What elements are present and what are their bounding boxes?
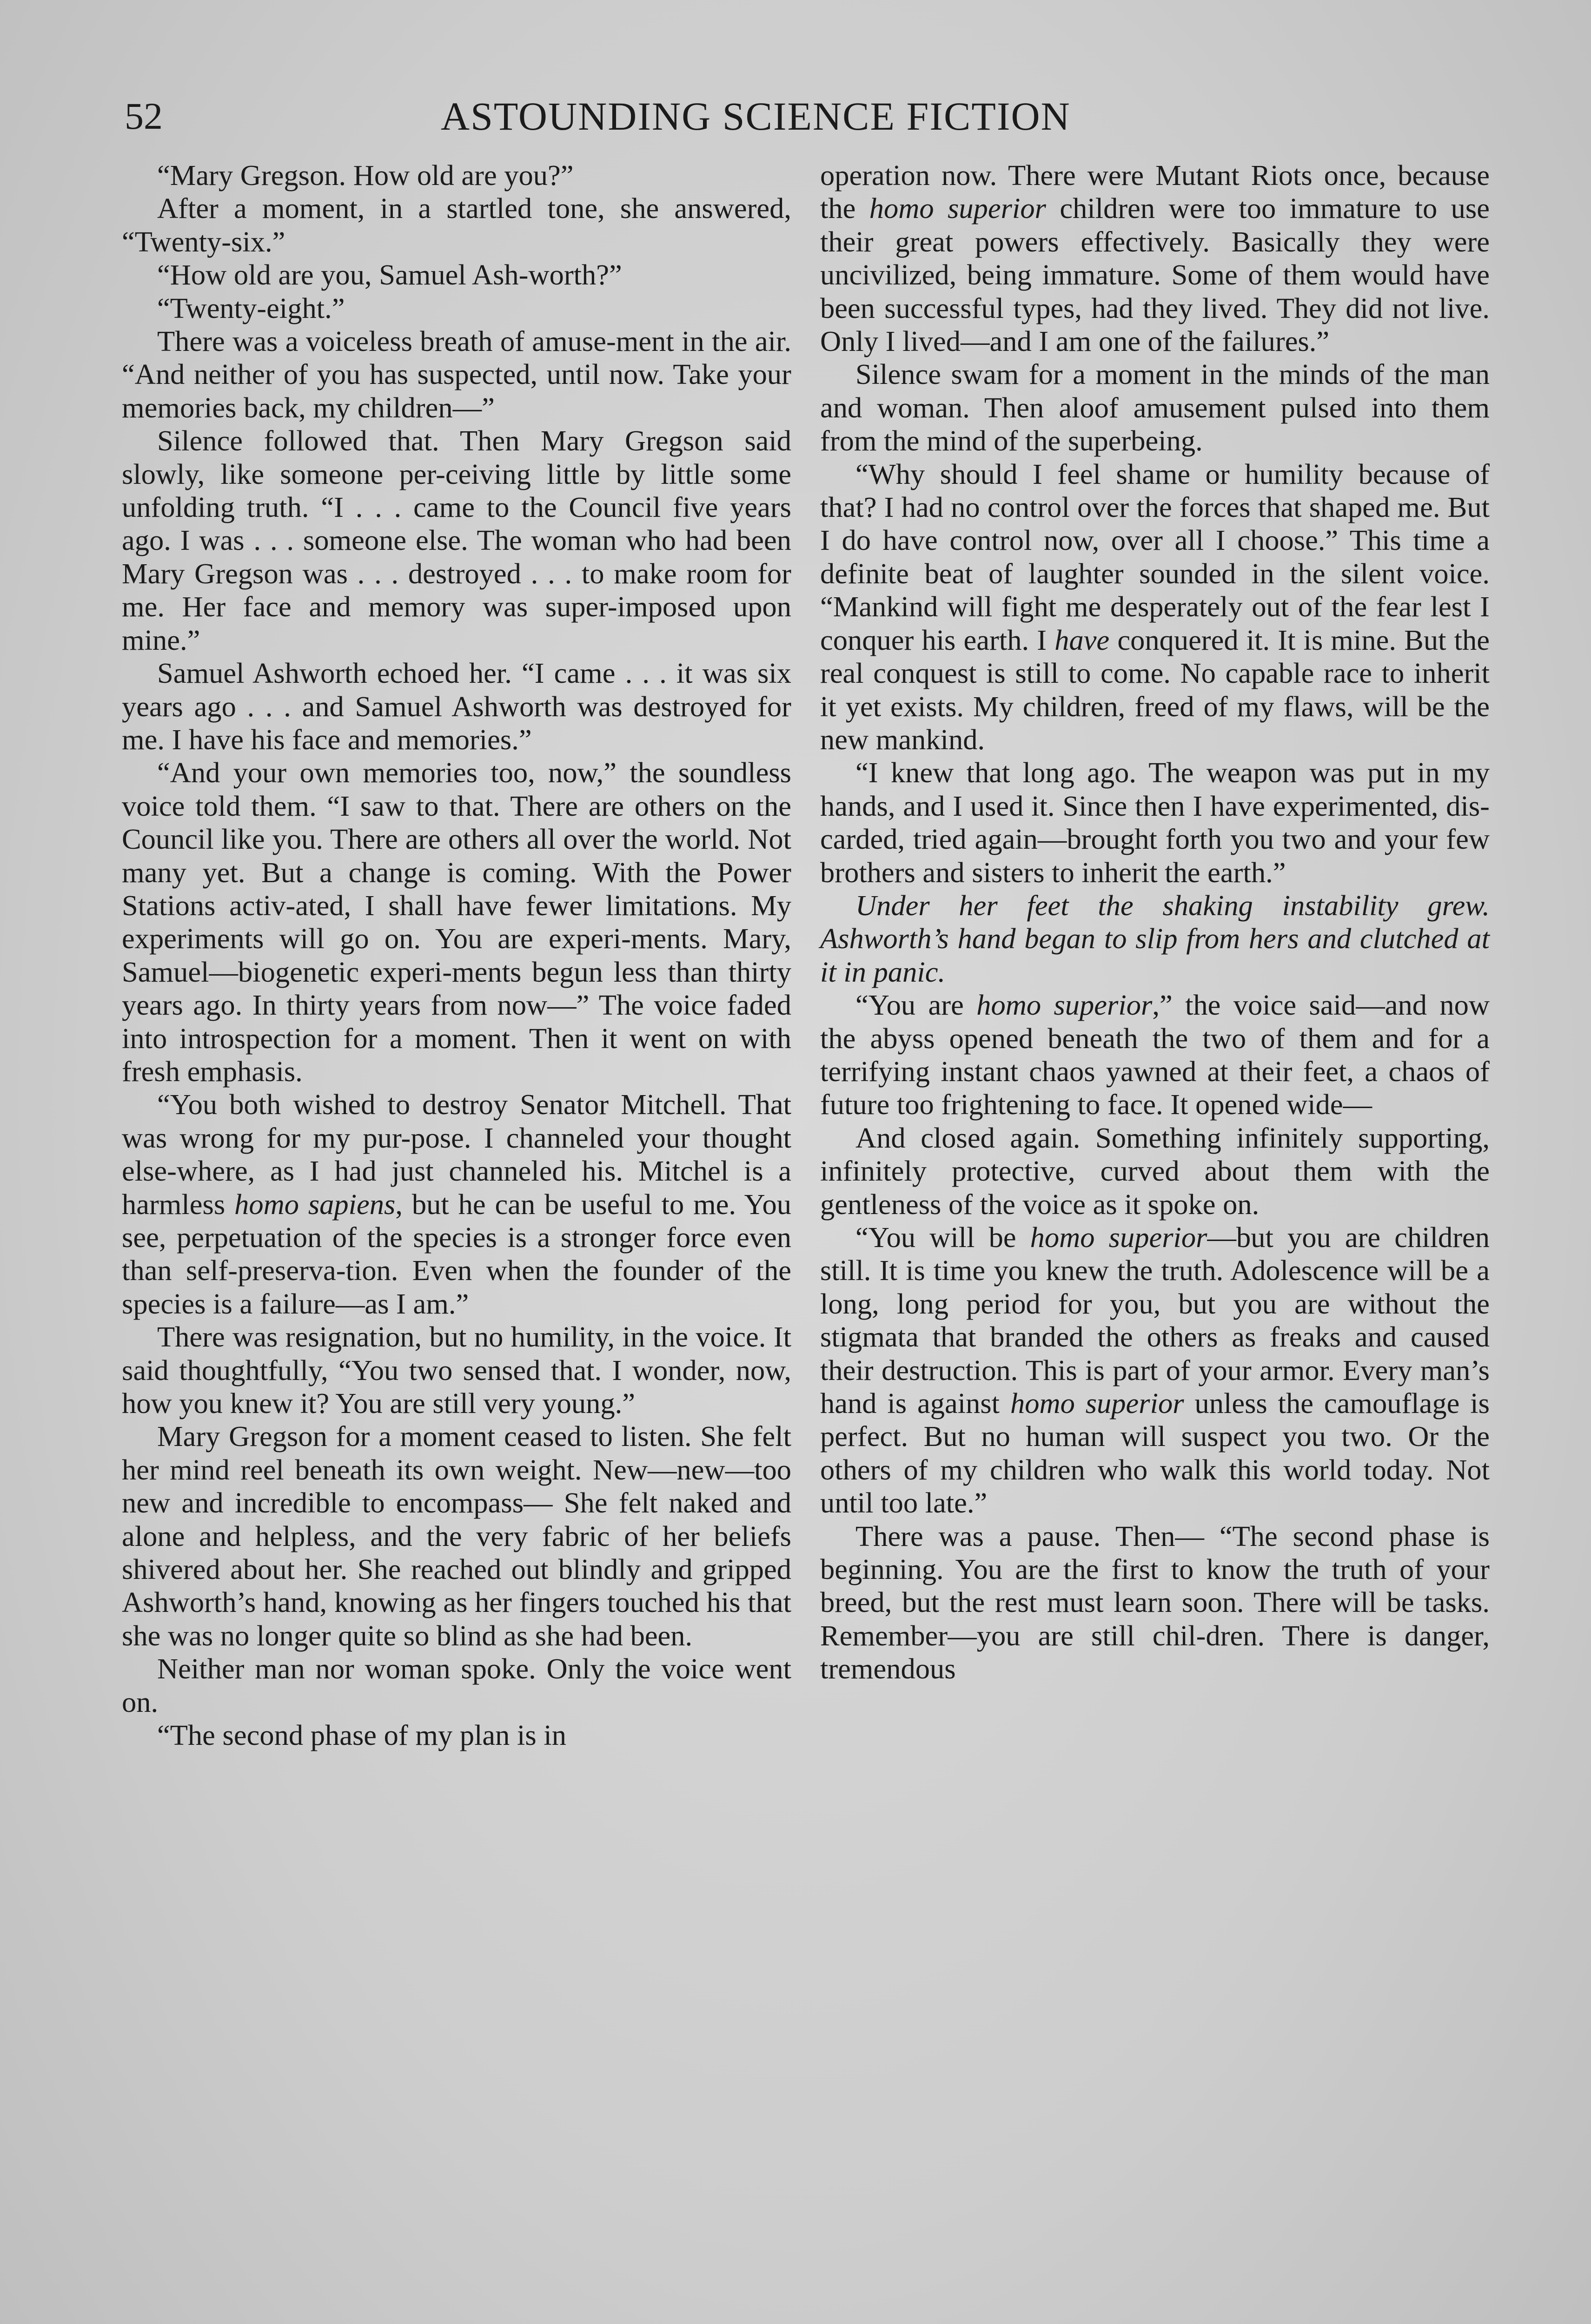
paragraph: “The second phase of my plan is in [157, 1719, 566, 1752]
page-header [125, 91, 1501, 146]
paragraph: Mary Gregson for a moment ceased to listen. She felt her mind reel beneath its own weight. New—new—too new and incredible to encompass— She felt naked and alone and helpless, and the very fabric of her beliefs shivered about her. She reached out blindly and gripped Ashworth’s hand, knowing as her fingers touched his that she was no longer quite so blind as she had been. [122, 1420, 791, 1652]
paragraph: Silence followed that. Then Mary Gregson said slowly, like someone per-ceiving little by little some unfolding truth. “I . . . came to the Council five years ago. I was . . . someone else. The woman who had been Mary Gregson was . . . destroyed . . . to make room for me. Her face and memory was super-imposed upon mine.” [122, 424, 791, 656]
left-column [122, 159, 791, 1752]
running-title: ASTOUNDING SCIENCE FICTION [441, 94, 1071, 139]
paragraph: There was a pause. Then— “The second phase is beginning. You are the first to know the truth of your breed, but the rest must learn soon. There will be tasks. Remember—you are still chil-dren. There is danger, tremendous [820, 1519, 1490, 1685]
page-number: 52 [125, 95, 163, 137]
paragraph: “You are homo superior,” the voice said—and now the abyss opened beneath the two of them and for a terrifying instant chaos yawned at their feet, a chaos of future too frightening to face. It opened wide— [820, 989, 1490, 1121]
paragraph: “And your own memories too, now,” the soundless voice told them. “I saw to that. There are others on the Council like you. There are others all over the world. Not many yet. But a change is coming. With the Power Stations activ-ated, I shall have fewer limitations. My experiments will go on. You are experi-ments. Mary, Samuel—biogenetic experi-ments begun less than thirty years ago. In thirty years from now—” The voice faded into introspection for a moment. Then it went on with fresh emphasis. [122, 756, 791, 1088]
paragraph: “Twenty-eight.” [157, 291, 345, 324]
paragraph: “I knew that long ago. The weapon was put in my hands, and I used it. Since then I have experimented, dis-carded, tried again—brought forth you two and your few brothers and sisters to inherit the earth.” [820, 756, 1490, 889]
paragraph-continued: operation now. There were Mutant Riots once, because the homo superior children were too immature to use their great powers effectively. Basically they were uncivilized, being immature. Some of them would have been successful types, had they lived. They did not live. Only I lived—and I am one of the failures.” [820, 159, 1490, 358]
paragraph: And closed again. Something infinitely supporting, infinitely protective, curved about them with the gentleness of the voice as it spoke on. [820, 1121, 1490, 1221]
paragraph: Neither man nor woman spoke. Only the voice went on. [122, 1652, 791, 1718]
paragraph: There was resignation, but no humility, in the voice. It said thoughtfully, “You two sensed that. I wonder, now, how you knew it? You are still very young.” [122, 1320, 791, 1420]
italic-paragraph: Under her feet the shaking instability grew. Ashworth’s hand began to slip from hers and clutched at it in panic. [820, 889, 1490, 988]
paragraph: After a moment, in a startled tone, she answered, “Twenty-six.” [122, 192, 791, 258]
right-column [820, 159, 1490, 1686]
paragraph: “Mary Gregson. How old are you?” [157, 159, 574, 191]
paragraph: “You will be homo superior—but you are children still. It is time you knew the truth. Adolescence will be a long, long period for you, but you are without the stigmata that branded the others as freaks and caused their destruction. This is part of your armor. Every man’s hand is against homo superior unless the camouflage is perfect. But no human will suspect you two. Or the others of my children who walk this world today. Not until too late.” [820, 1221, 1490, 1519]
paragraph: “How old are you, Samuel Ash-worth?” [157, 258, 622, 291]
paragraph: “You both wished to destroy Senator Mitchell. That was wrong for my pur-pose. I channeled your thought else-where, as I had just channeled his. Mitchel is a harmless homo sapiens, but he can be useful to me. You see, perpetuation of the species is a stronger force even than self-preserva-tion. Even when the founder of the species is a failure—as I am.” [122, 1088, 792, 1320]
paragraph: “Why should I feel shame or humility because of that? I had no control over the forces that shaped me. But I do have control now, over all I choose.” This time a definite beat of laughter sounded in the silent voice. “Mankind will fight me desperately out of the fear lest I conquer his earth. I have conquered it. It is mine. But the real conquest is still to come. No capable race to inherit it yet exists. My children, freed of my flaws, will be the new mankind. [820, 457, 1490, 756]
paragraph: Samuel Ashworth echoed her. “I came . . . it was six years ago . . . and Samuel Ashworth was destroyed for me. I have his face and memories.” [122, 657, 791, 756]
paragraph: There was a voiceless breath of amuse-ment in the air. “And neither of you has suspected, until now. Take your memories back, my children—” [122, 325, 791, 424]
paragraph: Silence swam for a moment in the minds of the man and woman. Then aloof amusement pulsed into them from the mind of the superbeing. [820, 358, 1490, 457]
